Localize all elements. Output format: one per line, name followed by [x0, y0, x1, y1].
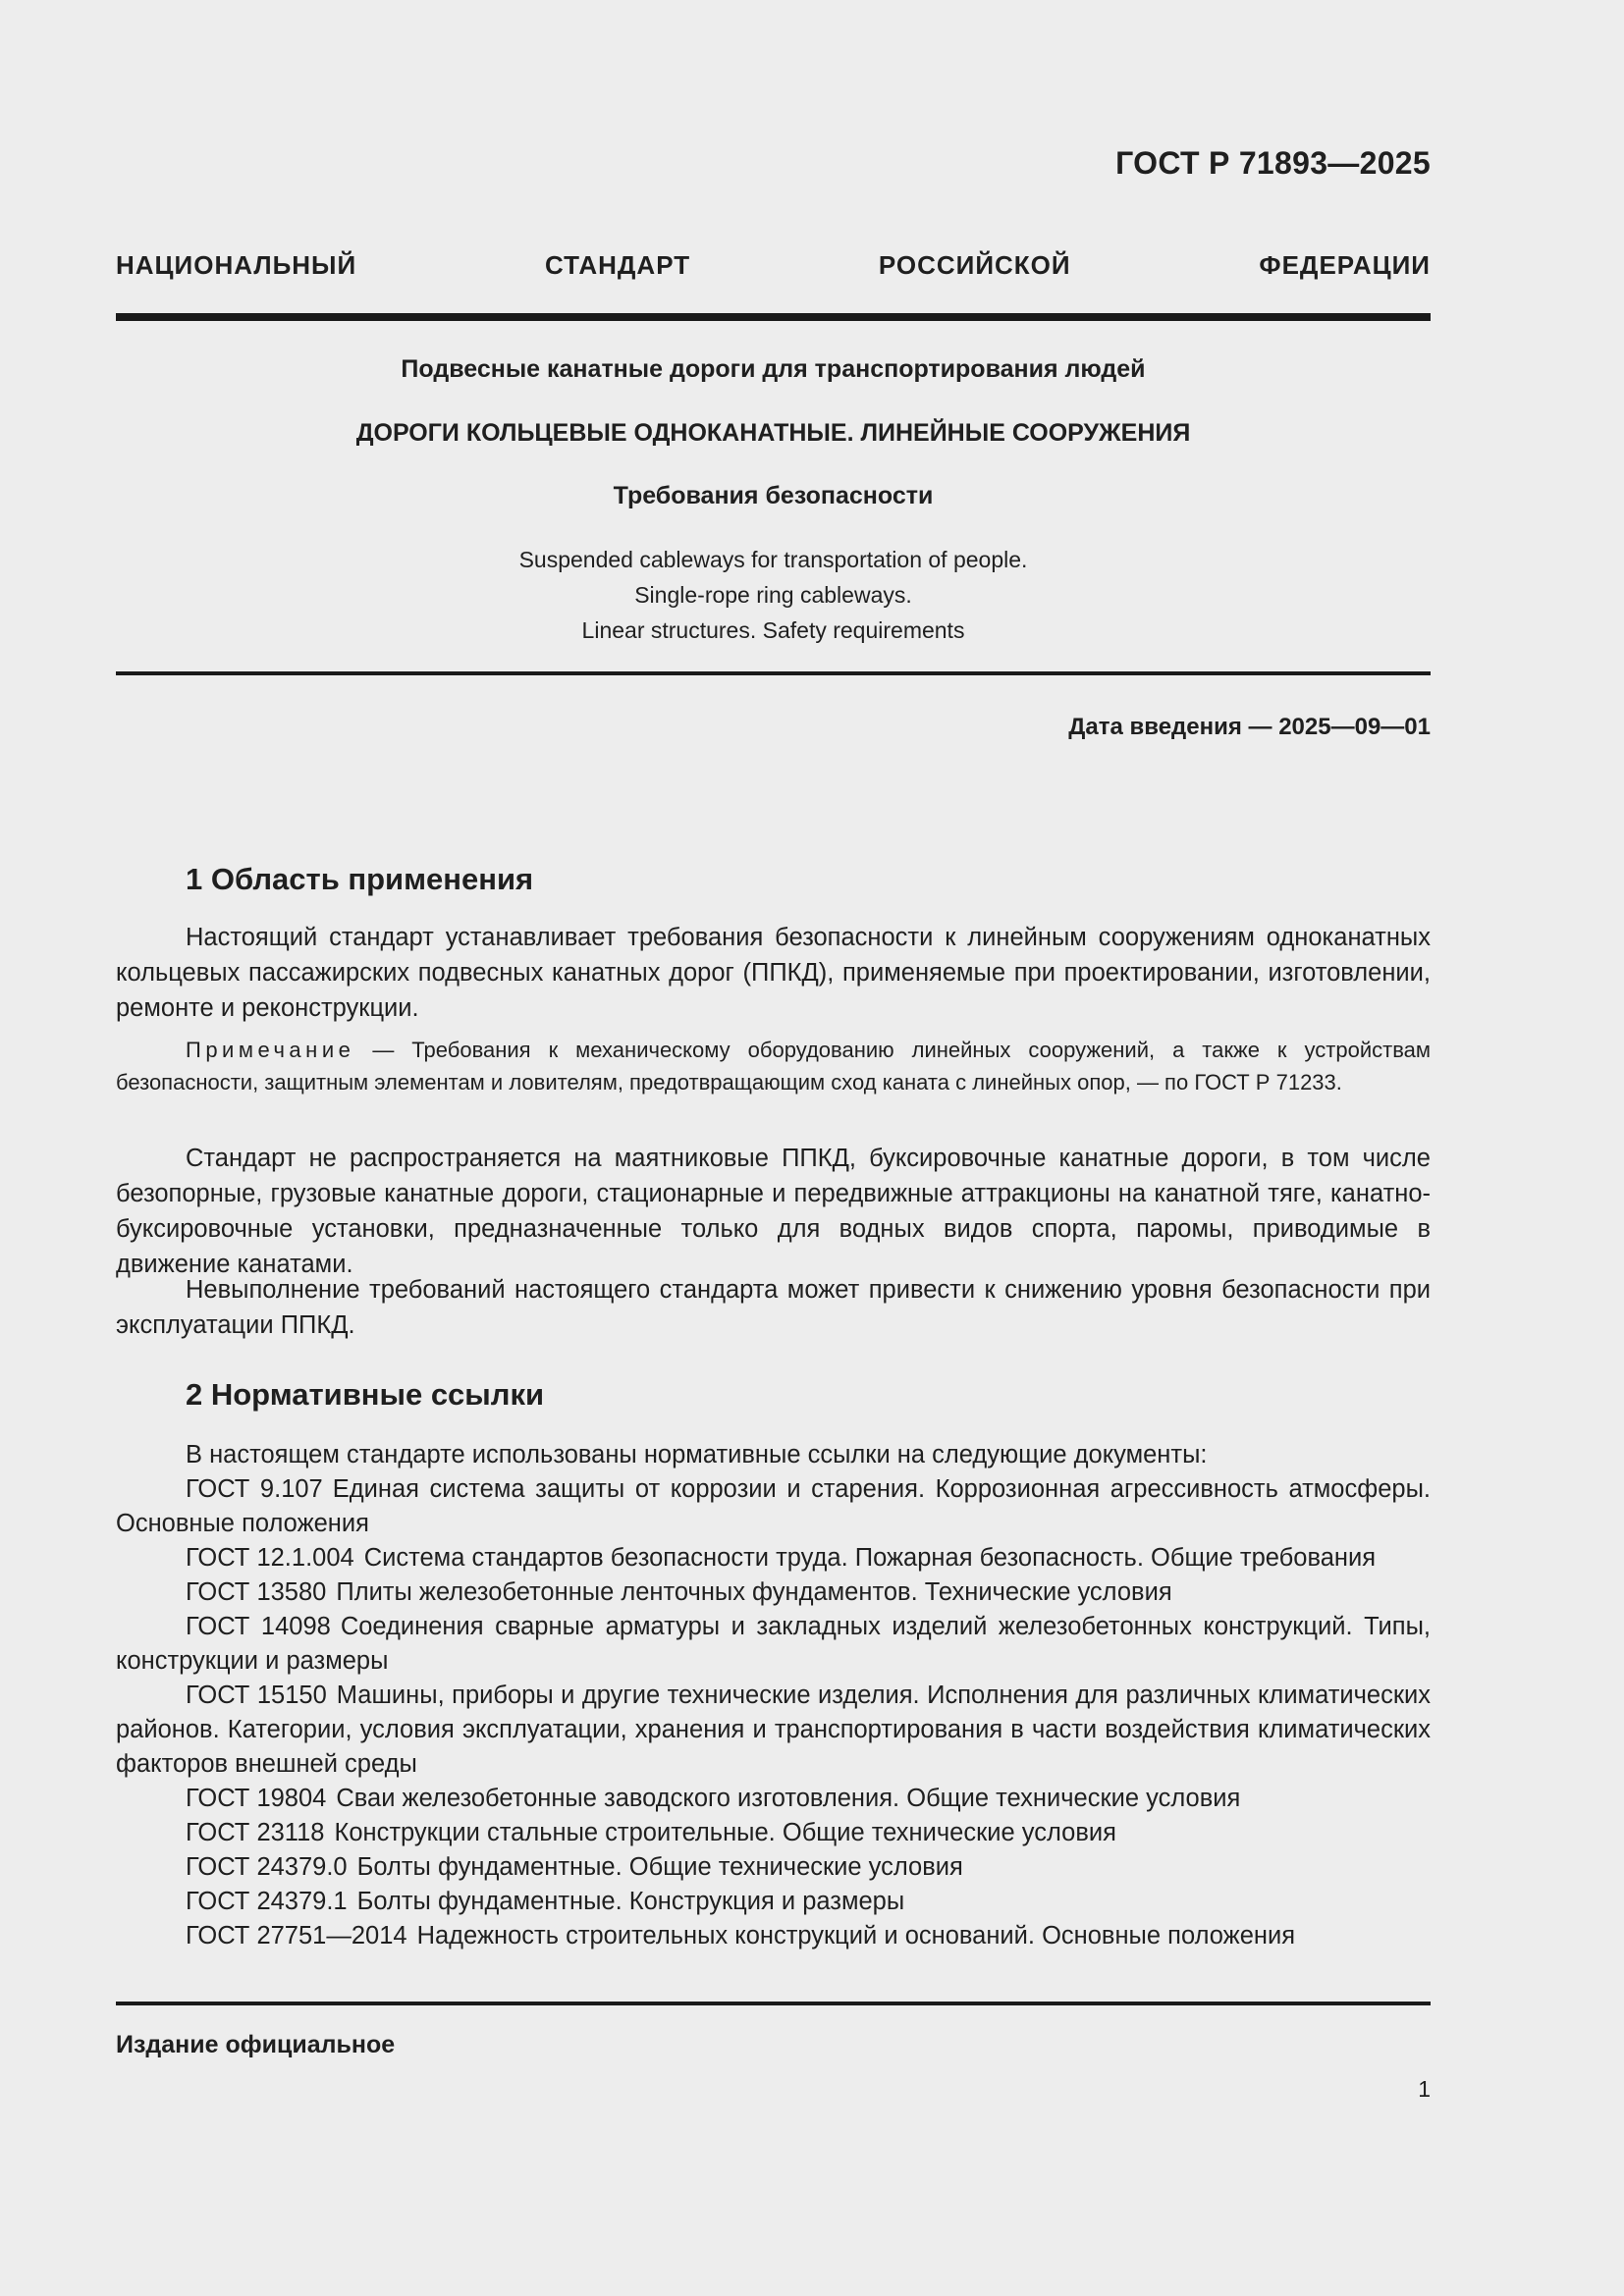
- title-line-3: Требования безопасности: [613, 482, 934, 509]
- title-bottom-rule: [116, 671, 1431, 675]
- reference-code: ГОСТ 13580: [186, 1578, 327, 1606]
- gost-number: ГОСТ Р 71893—2025: [1115, 145, 1431, 181]
- page-number: 1: [1418, 2076, 1431, 2102]
- reference-item: [116, 1885, 1431, 1919]
- reference-title: Сваи железобетонные заводского изготовления. Общие технические условия: [336, 1785, 1241, 1812]
- reference-item: [116, 1919, 1431, 1953]
- reference-item: [116, 1575, 1431, 1610]
- section-1-paragraph: [116, 920, 1431, 1026]
- official-edition-label: Издание официальное: [116, 2031, 396, 2058]
- reference-item: [116, 1850, 1431, 1885]
- english-title-line: Linear structures. Safety requirements: [581, 617, 965, 643]
- title-line-2: ДОРОГИ КОЛЬЦЕВЫЕ ОДНОКАНАТНЫЕ. ЛИНЕЙНЫЕ СООРУЖЕНИЯ: [355, 419, 1191, 447]
- reference-item: [116, 1472, 1431, 1541]
- reference-title: Конструкции стальные строительные. Общие технические условия: [334, 1819, 1116, 1846]
- reference-item: [116, 1679, 1431, 1782]
- introduction-date: Дата введения — 2025—09—01: [1068, 714, 1431, 740]
- reference-title: Надежность строительных конструкций и оснований. Основные положения: [416, 1922, 1296, 1949]
- paragraph-text: Настоящий стандарт устанавливает требования безопасности к линейным сооружениям одноканатных кольцевых пассажирских подвесных канатных дорог (ППКД), применяемые при проектировании, изготовлении, ремонте и реконструкции.: [116, 924, 1431, 1022]
- paragraph-text: В настоящем стандарте использованы нормативные ссылки на следующие документы:: [186, 1441, 1208, 1468]
- section-2-heading: 2 Нормативные ссылки: [186, 1377, 545, 1412]
- reference-title: Система стандартов безопасности труда. Пожарная безопасность. Общие требования: [363, 1544, 1377, 1572]
- reference-item: [116, 1816, 1431, 1850]
- reference-code: ГОСТ 9.107: [186, 1475, 323, 1503]
- reference-item: [116, 1541, 1431, 1575]
- reference-item: [116, 1610, 1431, 1679]
- reference-code: ГОСТ 15150: [186, 1682, 327, 1709]
- note: [116, 1034, 1431, 1098]
- normative-references: [116, 1438, 1431, 1953]
- paragraph-text: Невыполнение требований настоящего стандарта может привести к снижению уровня безопасности при эксплуатации ППКД.: [116, 1276, 1431, 1339]
- reference-title: Машины, приборы и другие технические изделия. Исполнения для различных климатических районов. Категории, условия эксплуатации, хранения и транспортирования в части воздействия климатических факторов внешней среды: [116, 1682, 1432, 1778]
- reference-code: ГОСТ 23118: [186, 1819, 325, 1846]
- reference-title: Болты фундаментные. Конструкция и размеры: [356, 1888, 905, 1915]
- english-title-line: Suspended cableways for transportation of people.: [518, 547, 1028, 572]
- reference-code: ГОСТ 12.1.004: [186, 1544, 354, 1572]
- references-intro: [116, 1438, 1431, 1472]
- reference-item: [116, 1782, 1431, 1816]
- reference-code: ГОСТ 24379.1: [186, 1888, 348, 1915]
- english-title: [116, 542, 1431, 648]
- reference-code: ГОСТ 24379.0: [186, 1853, 348, 1881]
- footer-rule: [116, 2002, 1431, 2005]
- reference-code: ГОСТ 19804: [186, 1785, 327, 1812]
- reference-code: ГОСТ 27751—2014: [186, 1922, 407, 1949]
- note-text: — Требования к механическому оборудованию линейных сооружений, а также к устройствам безопасности, защитным элементам и ловителям, предотвращающим сход каната с линейных опор, — по ГОСТ Р 71233.: [116, 1038, 1431, 1095]
- national-standard-banner: НАЦИОНАЛЬНЫЙ СТАНДАРТ РОССИЙСКОЙ ФЕДЕРАЦИИ: [116, 250, 1431, 280]
- english-title-line: Single-rope ring cableways.: [634, 582, 912, 608]
- reference-title: Единая система защиты от коррозии и старения. Коррозионная агрессивность атмосферы. Основные положения: [116, 1475, 1431, 1537]
- section-1-paragraph: [116, 1272, 1431, 1343]
- top-rule: [116, 313, 1431, 321]
- reference-title: Соединения сварные арматуры и закладных изделий железобетонных конструкций. Типы, конструкции и размеры: [116, 1613, 1431, 1675]
- note-label: Примечание: [186, 1038, 355, 1062]
- reference-title: Плиты железобетонные ленточных фундаментов. Технические условия: [336, 1578, 1172, 1606]
- paragraph-text: Стандарт не распространяется на маятниковые ППКД, буксировочные канатные дороги, в том числе безопорные, грузовые канатные дороги, стационарные и передвижные аттракционы на канатной тяге, канатно-буксировочные установки, предназначенные только для водных видов спорта, паромы, приводимые в движение канатами.: [116, 1145, 1431, 1278]
- reference-title: Болты фундаментные. Общие технические условия: [356, 1853, 963, 1881]
- title-line-1: Подвесные канатные дороги для транспортирования людей: [401, 355, 1146, 383]
- section-1-heading: 1 Область применения: [186, 862, 534, 896]
- reference-code: ГОСТ 14098: [186, 1613, 331, 1640]
- section-1-paragraph: [116, 1141, 1431, 1282]
